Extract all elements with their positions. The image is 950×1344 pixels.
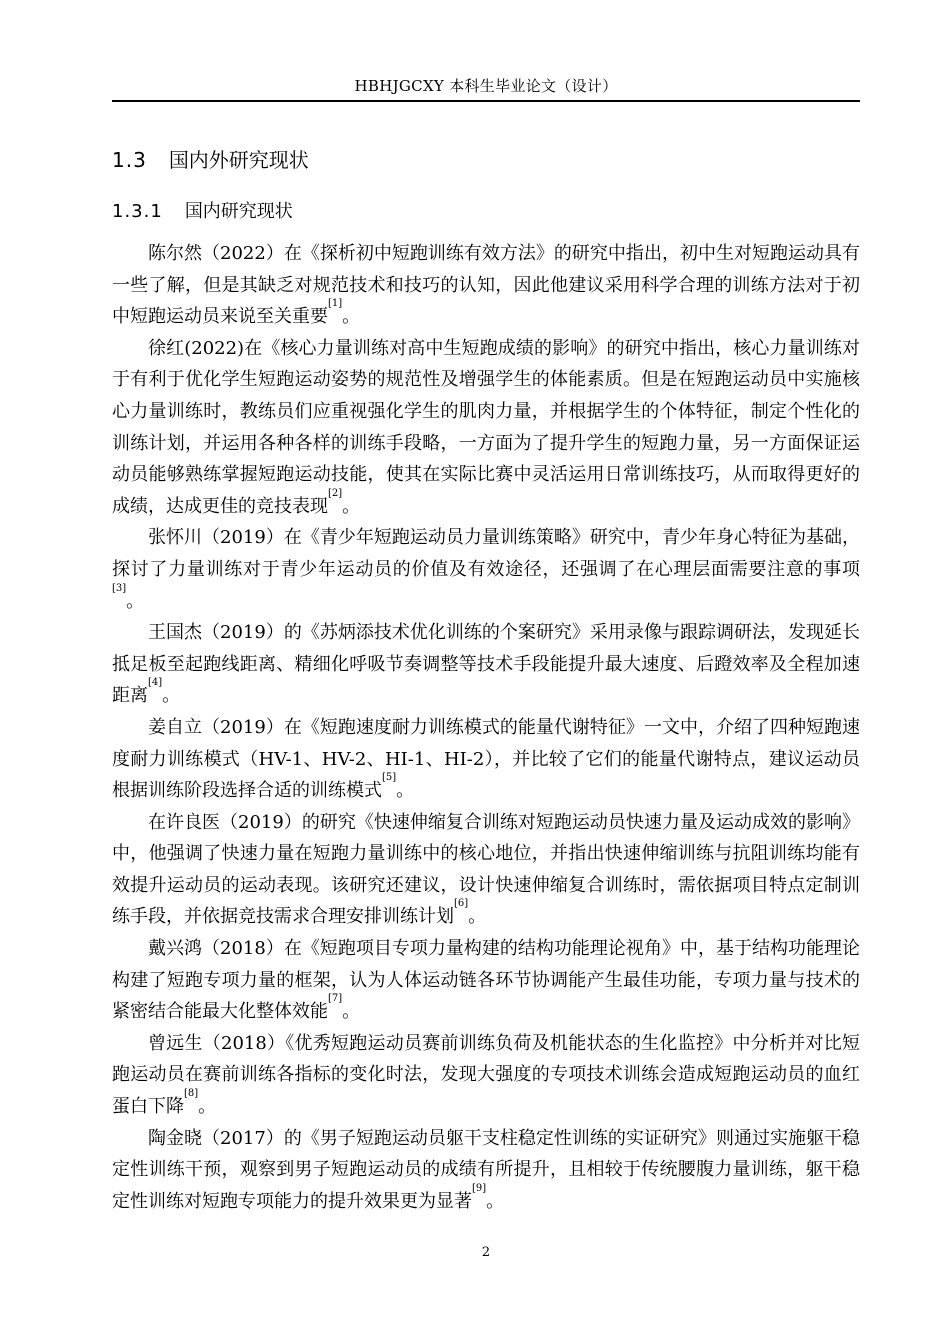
header-divider	[112, 100, 860, 102]
citation-ref: [7]	[328, 993, 343, 1005]
paragraph-text: 徐红(2022)在《核心力量训练对高中生短跑成绩的影响》的研究中指出，核心力量训练对于有利于优化学生短跑运动姿势的规范性及增强学生的体能素质。但是在短跑运动员中实施核心力量训练时，教练员们应重视强化学生的肌肉力量，并根据学生的个体特征，制定个性化的训练计划，并运用各种各样的训练手段略，一方面为了提升学生的短跑力量，另一方面保证运动员能够熟练掌握短跑运动技能，使其在实际比赛中灵活运用日常训练技巧，从而取得更好的成绩，达成更佳的竞技表现	[112, 337, 860, 517]
page-header: HBHJGCXY 本科生毕业论文（设计）	[354, 77, 618, 95]
paragraph-text: 姜自立（2019）在《短跑速度耐力训练模式的能量代谢特征》一文中，介绍了四种短跑速度耐力训练模式（HV-1、HV-2、HI-1、HI-2），并比较了它们的能量代谢特点，建议运动员根据训练阶段选择合适的训练模式	[112, 716, 860, 802]
citation-ref: [5]	[382, 772, 397, 784]
paragraph	[112, 522, 860, 617]
paragraph	[112, 807, 860, 933]
paragraph	[112, 1028, 860, 1123]
paragraph-text: 张怀川（2019）在《青少年短跑运动员力量训练策略》研究中，青少年身心特征为基础，探讨了力量训练对于青少年运动员的价值及有效途径，还强调了在心理层面需要注意的事项	[112, 527, 860, 580]
citation-ref: [3]	[112, 582, 127, 594]
paragraph	[112, 712, 860, 807]
section-heading	[112, 146, 309, 174]
citation-ref: [2]	[328, 487, 343, 499]
paragraph-end: 。	[486, 1190, 505, 1212]
paragraph-end: 。	[342, 1001, 361, 1023]
subsection-heading	[112, 198, 293, 226]
paragraph	[112, 933, 860, 1028]
paragraph	[112, 238, 860, 333]
paragraph-end: 。	[396, 780, 415, 802]
paragraph-text: 戴兴鸿（2018）在《短跑项目专项力量构建的结构功能理论视角》中，基于结构功能理论构建了短跑专项力量的框架，认为人体运动链各环节协调能产生最佳功能，专项力量与技术的紧密结合能最大化整体效能	[112, 938, 860, 1023]
subsection-title: 国内研究现状	[184, 201, 293, 222]
citation-ref: [4]	[148, 677, 163, 689]
paragraph	[112, 617, 860, 712]
citation-ref: [6]	[454, 898, 469, 910]
paragraph	[112, 1123, 860, 1218]
citation-ref: [1]	[328, 298, 343, 310]
body-text	[112, 238, 860, 1217]
paragraph	[112, 333, 860, 523]
paragraph-end: 。	[342, 495, 361, 517]
paragraph-text: 陈尔然（2022）在《探析初中短跑训练有效方法》的研究中指出，初中生对短跑运动具有一些了解，但是其缺乏对规范技术和技巧的认知，因此他建议采用科学合理的训练方法对于初中短跑运动员来说至关重要	[112, 243, 860, 328]
paragraph-text: 陶金晓（2017）的《男子短跑运动员躯干支柱稳定性训练的实证研究》则通过实施躯干稳定性训练干预，观察到男子短跑运动员的成绩有所提升，且相较于传统腰腹力量训练，躯干稳定性训练对短跑专项能力的提升效果更为显著	[112, 1127, 860, 1212]
paragraph-end: 。	[162, 685, 181, 707]
paragraph-text: 曾远生（2018）《优秀短跑运动员赛前训练负荷及机能状态的生化监控》中分析并对比短跑运动员在赛前训练各指标的变化时法，发现大强度的专项技术训练会造成短跑运动员的血红蛋白下降	[112, 1032, 860, 1118]
subsection-number: 1.3.1	[112, 201, 163, 222]
paragraph-end: 。	[342, 306, 361, 328]
paragraph-text: 王国杰（2019）的《苏炳添技术优化训练的个案研究》采用录像与跟踪调研法，发现延长抵足板至起跑线距离、精细化呼吸节奏调整等技术手段能提升最大速度、后蹬效率及全程加速距离	[112, 622, 860, 707]
page-number: 2	[481, 1245, 491, 1260]
section-number: 1.3	[112, 148, 147, 172]
citation-ref: [8]	[184, 1088, 199, 1100]
paragraph-text: 在许良医（2019）的研究《快速伸缩复合训练对短跑运动员快速力量及运动成效的影响》中，他强调了快速力量在短跑力量训练中的核心地位，并指出快速伸缩训练与抗阻训练均能有效提升运动员的运动表现。该研究还建议，设计快速伸缩复合训练时，需依据项目特点定制训练手段，并依据竞技需求合理安排训练计划	[112, 811, 860, 928]
citation-ref: [9]	[472, 1182, 487, 1194]
section-title: 国内外研究现状	[168, 148, 309, 172]
paragraph-end: 。	[468, 906, 487, 928]
paragraph-end: 。	[198, 1096, 217, 1118]
paragraph-end: 。	[126, 590, 145, 612]
